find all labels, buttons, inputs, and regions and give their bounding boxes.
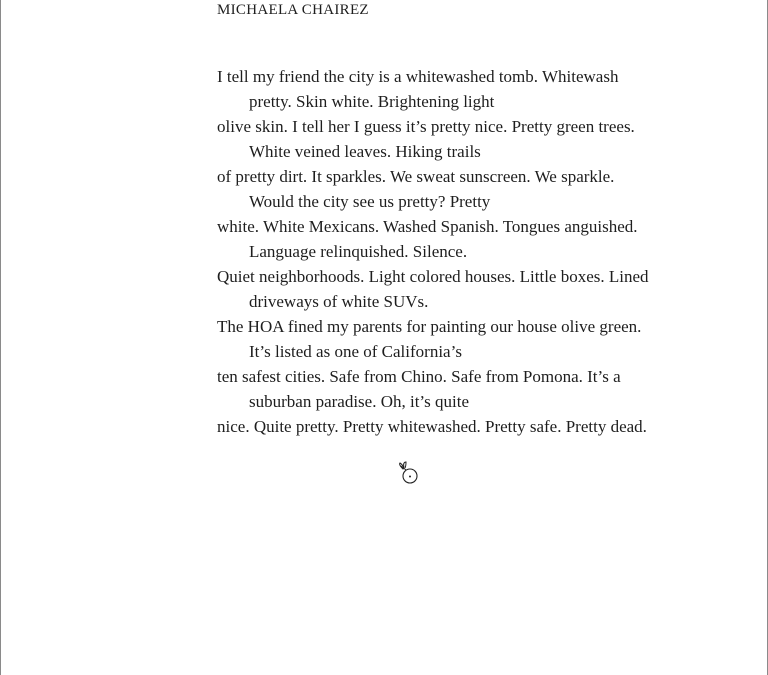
- author-name: MICHAELA CHAIREZ: [217, 2, 369, 18]
- poem-line: It’s listed as one of California’s: [249, 342, 462, 361]
- poem-line: ten safest cities. Safe from Chino. Safe from Pomona. It’s a: [217, 367, 621, 386]
- poem-line: of pretty dirt. It sparkles. We sweat sunscreen. We sparkle.: [217, 167, 615, 186]
- poem-line: Quiet neighborhoods. Light colored houses. Little boxes. Lined: [217, 267, 649, 286]
- poem-line: white. White Mexicans. Washed Spanish. Tongues anguished.: [217, 217, 638, 236]
- poem-line: pretty. Skin white. Brightening light: [249, 92, 495, 111]
- poem-line: I tell my friend the city is a whitewashed tomb. Whitewash: [217, 67, 619, 86]
- orange-blossom-icon: [397, 460, 421, 486]
- poem-line: suburban paradise. Oh, it’s quite: [249, 392, 470, 411]
- poem-line: olive skin. I tell her I guess it’s pretty nice. Pretty green trees.: [217, 117, 635, 136]
- poem-line: Would the city see us pretty? Pretty: [249, 192, 491, 211]
- poem-line: Language relinquished. Silence.: [249, 242, 468, 261]
- poem-line: The HOA fined my parents for painting our house olive green.: [217, 317, 642, 336]
- poem-line: driveways of white SUVs.: [249, 292, 429, 311]
- poem-body: [217, 64, 649, 439]
- poem-line: White veined leaves. Hiking trails: [249, 142, 481, 161]
- poem-line: nice. Quite pretty. Pretty whitewashed. Pretty safe. Pretty dead.: [217, 417, 647, 436]
